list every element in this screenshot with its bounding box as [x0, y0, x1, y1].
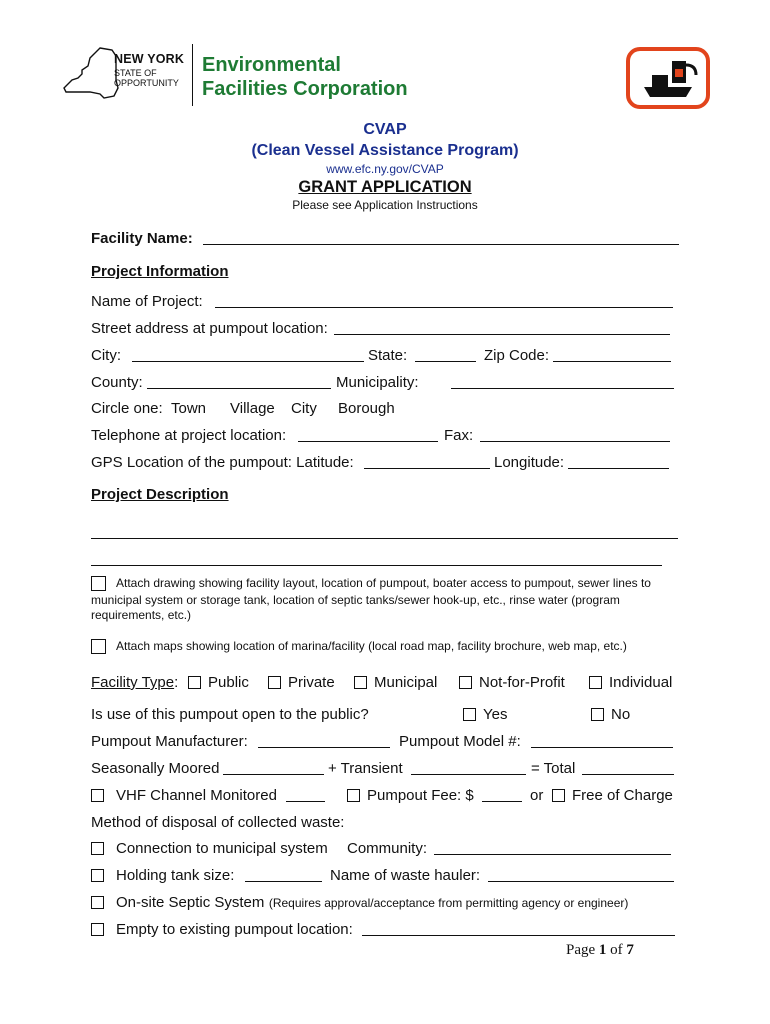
septic-system-item[interactable]	[91, 894, 628, 912]
longitude-field[interactable]	[568, 468, 669, 469]
option-city[interactable]: City	[291, 400, 317, 417]
pumpout-fee-label: Pumpout Fee: $	[367, 787, 474, 804]
attach-drawing-text-2: municipal system or storage tank, location of septic tanks/sewer hook-up, etc., rinse water (program	[91, 593, 620, 607]
municipal-connection-item[interactable]	[91, 840, 328, 857]
attach-maps-checkbox[interactable]	[91, 639, 106, 654]
public-checkbox[interactable]	[188, 676, 201, 689]
document-heading: GRANT APPLICATION	[298, 178, 472, 196]
project-description-line-2[interactable]	[91, 565, 662, 566]
of-word: of	[610, 942, 623, 958]
nys-logo	[60, 44, 408, 106]
zip-code-label: Zip Code:	[484, 347, 550, 364]
septic-system-note: (Requires approval/acceptance from permitting agency or engineer)	[268, 896, 629, 910]
facility-type-public[interactable]	[188, 674, 249, 691]
pumpout-model-label: Pumpout Model #:	[399, 733, 521, 750]
project-description-heading: Project Description	[91, 486, 229, 503]
empty-existing-item[interactable]	[91, 921, 353, 938]
municipal-connection-label: Connection to municipal system	[116, 840, 328, 857]
public-use-question: Is use of this pumpout open to the public?	[91, 706, 369, 723]
private-label: Private	[288, 674, 335, 691]
facility-type-not-for-profit[interactable]	[459, 674, 565, 691]
page-total: 7	[626, 942, 634, 958]
program-acronym: CVAP	[363, 121, 407, 138]
pumpout-model-field[interactable]	[531, 747, 673, 748]
pumpout-fee-checkbox[interactable]	[347, 789, 360, 802]
pumpout-fee-field[interactable]	[482, 801, 522, 802]
state-field[interactable]	[415, 361, 476, 362]
state-label: State:	[368, 347, 408, 364]
municipal-checkbox[interactable]	[354, 676, 367, 689]
facility-name-field[interactable]	[203, 244, 679, 245]
seasonally-moored-field[interactable]	[223, 774, 324, 775]
efc-wordmark-line1: Environmental	[202, 54, 341, 76]
community-label: Community:	[347, 840, 428, 857]
boat-pumpout-icon	[626, 47, 710, 109]
empty-existing-field[interactable]	[362, 935, 675, 936]
community-field[interactable]	[434, 854, 671, 855]
holding-tank-size-field[interactable]	[245, 881, 322, 882]
ny-wordmark-line1: NEW YORK	[114, 52, 185, 66]
attach-drawing-text: Attach drawing showing facility layout, location of pumpout, boater access to pumpout, sewer lines to	[116, 576, 651, 590]
not-for-profit-label: Not-for-Profit	[479, 674, 565, 691]
option-village[interactable]: Village	[230, 400, 275, 417]
transient-field[interactable]	[411, 774, 526, 775]
vhf-channel-field[interactable]	[286, 801, 325, 802]
holding-tank-checkbox[interactable]	[91, 869, 104, 882]
holding-tank-item[interactable]	[91, 867, 234, 884]
page-word: Page	[566, 942, 596, 958]
city-label: City:	[91, 347, 121, 364]
efc-wordmark-line2: Facilities Corporation	[202, 78, 408, 100]
facility-type-private[interactable]	[268, 674, 335, 691]
ny-wordmark-line2: STATE OF	[114, 68, 157, 78]
page-number	[566, 942, 634, 959]
empty-existing-label: Empty to existing pumpout location:	[116, 921, 353, 938]
municipal-label: Municipal	[374, 674, 438, 691]
holding-tank-label: Holding tank size:	[116, 867, 235, 884]
public-use-no[interactable]	[591, 706, 630, 723]
free-of-charge-label: Free of Charge	[572, 787, 673, 804]
page-current: 1	[598, 942, 607, 958]
vhf-channel-item[interactable]	[91, 787, 277, 804]
not-for-profit-checkbox[interactable]	[459, 676, 472, 689]
attach-drawing-item	[91, 576, 651, 591]
public-label: Public	[208, 674, 249, 691]
attach-maps-text: Attach maps showing location of marina/facility (local road map, facility brochure, web map, etc.)	[116, 639, 627, 653]
septic-system-label: On-site Septic System	[116, 894, 265, 911]
circle-one-label: Circle one:	[91, 400, 163, 417]
disposal-method-label: Method of disposal of collected waste:	[91, 814, 345, 831]
option-town[interactable]: Town	[171, 400, 207, 417]
transient-label: + Transient	[328, 760, 403, 777]
facility-name-label: Facility Name:	[91, 230, 193, 247]
name-of-project-field[interactable]	[215, 307, 673, 308]
option-borough[interactable]: Borough	[338, 400, 395, 417]
facility-type-individual[interactable]	[589, 674, 672, 691]
total-field[interactable]	[582, 774, 674, 775]
vhf-channel-label: VHF Channel Monitored	[116, 787, 277, 804]
free-of-charge-checkbox[interactable]	[552, 789, 565, 802]
individual-checkbox[interactable]	[589, 676, 602, 689]
program-name: (Clean Vessel Assistance Program)	[251, 142, 519, 159]
pumpout-fee-item[interactable]	[347, 787, 474, 804]
municipal-connection-checkbox[interactable]	[91, 842, 104, 855]
pumpout-manufacturer-label: Pumpout Manufacturer:	[91, 733, 248, 750]
telephone-label: Telephone at project location:	[91, 427, 287, 444]
latitude-field[interactable]	[364, 468, 490, 469]
fax-field[interactable]	[480, 441, 670, 442]
free-of-charge-item[interactable]	[552, 787, 673, 804]
county-label: County:	[91, 374, 143, 391]
logo-divider	[192, 44, 193, 106]
program-url-link[interactable]: www.efc.ny.gov/CVAP	[326, 162, 444, 176]
project-description-line-1[interactable]	[91, 538, 678, 539]
project-information-heading: Project Information	[91, 263, 229, 280]
municipality-field[interactable]	[451, 388, 674, 389]
ny-wordmark-line3: OPPORTUNITY	[114, 78, 179, 88]
name-of-project-label: Name of Project:	[91, 293, 203, 310]
no-checkbox[interactable]	[591, 708, 604, 721]
individual-label: Individual	[609, 674, 673, 691]
facility-type-label: Facility Type:	[91, 674, 179, 691]
facility-type-label-text: Facility Type	[91, 674, 175, 691]
attach-drawing-text-3: requirements, etc.)	[91, 608, 192, 622]
seasonally-moored-label: Seasonally Moored	[91, 760, 220, 777]
private-checkbox[interactable]	[268, 676, 281, 689]
total-label: = Total	[531, 760, 576, 777]
attach-drawing-checkbox[interactable]	[91, 576, 106, 591]
yes-checkbox[interactable]	[463, 708, 476, 721]
street-address-field[interactable]	[334, 334, 670, 335]
septic-system-checkbox[interactable]	[91, 896, 104, 909]
county-field[interactable]	[147, 388, 331, 389]
fax-label: Fax:	[444, 427, 474, 444]
zip-code-field[interactable]	[553, 361, 671, 362]
street-address-label: Street address at pumpout location:	[91, 320, 328, 337]
yes-label: Yes	[483, 706, 508, 723]
vhf-channel-checkbox[interactable]	[91, 789, 104, 802]
or-label: or	[530, 787, 544, 804]
waste-hauler-field[interactable]	[488, 881, 674, 882]
public-use-yes[interactable]	[463, 706, 507, 723]
waste-hauler-label: Name of waste hauler:	[330, 867, 481, 884]
pumpout-manufacturer-field[interactable]	[258, 747, 390, 748]
longitude-label: Longitude:	[494, 454, 565, 471]
attach-maps-item	[91, 639, 627, 654]
telephone-field[interactable]	[298, 441, 438, 442]
city-field[interactable]	[132, 361, 364, 362]
instructions-note: Please see Application Instructions	[292, 198, 478, 212]
municipality-label: Municipality:	[336, 374, 419, 391]
new-york-state-map-icon	[60, 44, 122, 106]
no-label: No	[611, 706, 631, 723]
facility-type-municipal[interactable]	[354, 674, 437, 691]
gps-latitude-label: GPS Location of the pumpout: Latitude:	[91, 454, 354, 471]
empty-existing-checkbox[interactable]	[91, 923, 104, 936]
